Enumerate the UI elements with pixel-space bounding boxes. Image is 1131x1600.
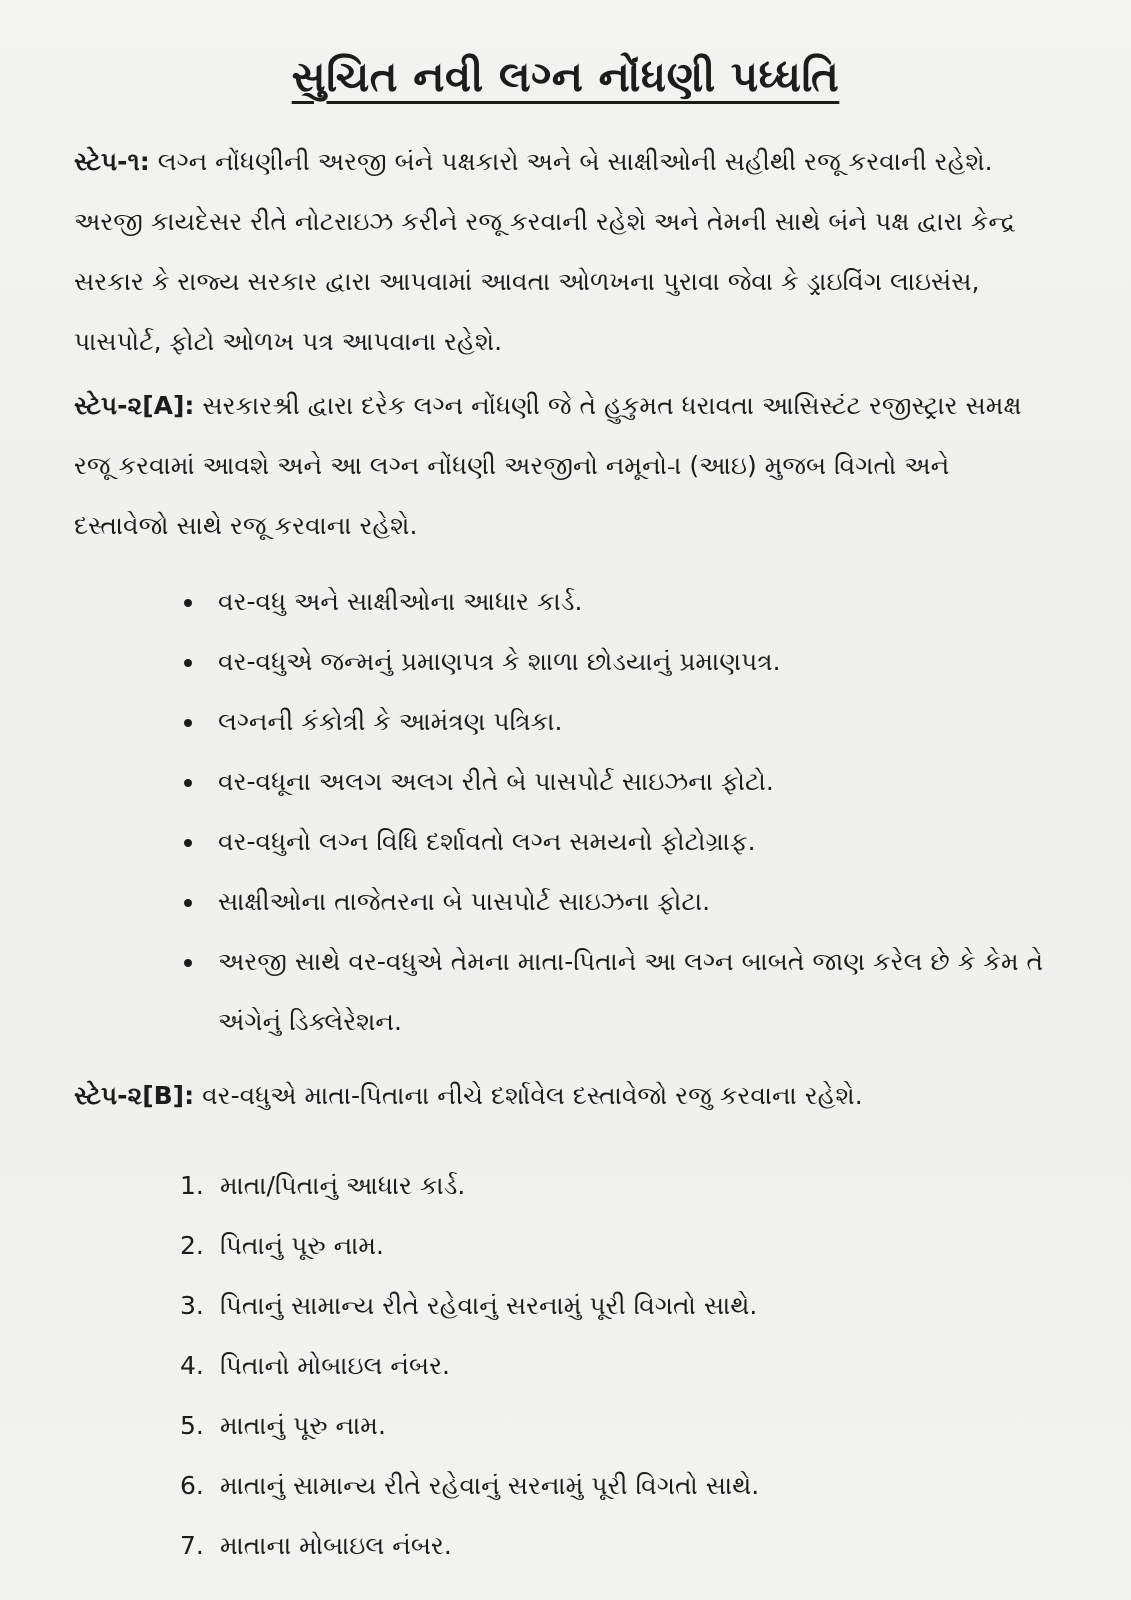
document-title: સુચિત નવી લગ્ન નોંધણી પધ્ધતિ [291, 52, 840, 101]
list-item: વર-વધુનો લગ્ન વિધિ દર્શાવતો લગ્ન સમયનો ફોટોગ્રાફ. [218, 812, 1078, 872]
list-item [180, 1336, 980, 1396]
list-item: વર-વધુએ જન્મનું પ્રમાણપત્ર કે શાળા છોડયાનું પ્રમાણપત્ર. [218, 632, 1078, 692]
list-item-text: પિતાનો મોબાઇલ નંબર. [220, 1351, 450, 1380]
step-2a-label: સ્ટેપ-૨[A]: [74, 391, 195, 420]
list-item-text: માતાનું પૂરુ નામ. [220, 1411, 386, 1440]
list-item-number: 2. [180, 1231, 204, 1260]
step-1-label: સ્ટેપ-૧: [74, 147, 150, 176]
list-item-text: પિતાનું પૂરુ નામ. [220, 1231, 384, 1260]
step-1-text: લગ્ન નોંધણીની અરજી બંને પક્ષકારો અને બે સાક્ષીઓની સહીથી રજૂ કરવાની રહેશે. અરજી કાયદેસર રીતે નોટરાઇઝ કરીને રજૂ કરવાની રહેશે અને તેમની સાથે બંને પક્ષ દ્વારા કેન્દ્ર સરકાર કે રાજ્ય સરકાર દ્વારા આપવામાં આવતા ઓળખના પુરાવા જેવા કે ડ્રાઇવિંગ લાઇસંસ, પાસપોર્ટ, ફોટો ઓળખ પત્ર આપવાના રહેશે. [74, 147, 1016, 356]
step-2b-document-list [180, 1156, 980, 1576]
list-item-number: 4. [180, 1351, 204, 1380]
step-2b-paragraph [74, 1066, 1026, 1126]
list-item: અરજી સાથે વર-વધુએ તેમના માતા-પિતાને આ લગ્ન બાબતે જાણ કરેલ છે કે કેમ તે અંગેનું ડિક્લેરેશન. [218, 932, 1078, 1052]
step-2a-document-list [168, 572, 1078, 1052]
list-item: વર-વધૂના અલગ અલગ રીતે બે પાસપોર્ટ સાઇઝના ફોટો. [218, 752, 1078, 812]
list-item-text: પિતાનું સામાન્ય રીતે રહેવાનું સરનામું પૂરી વિગતો સાથે. [220, 1291, 758, 1320]
list-item-number: 6. [180, 1471, 204, 1500]
step-2a-text: સરકારશ્રી દ્વારા દરેક લગ્ન નોંધણી જે તે હુકુમત ધરાવતા આસિસ્ટંટ રજીસ્ટ્રાર સમક્ષ રજૂ કરવામાં આવશે અને આ લગ્ન નોંધણી અરજીનો નમૂનો-ા (આઇ) મુજબ વિગતો અને દસ્તાવેજો સાથે રજૂ કરવાના રહેશે. [74, 391, 1022, 540]
list-item [180, 1396, 980, 1456]
list-item [180, 1216, 980, 1276]
list-item: વર-વધુ અને સાક્ષીઓના આધાર કાર્ડ. [218, 572, 1078, 632]
step-2b-label: સ્ટેપ-૨[B]: [74, 1081, 195, 1110]
list-item-text: માતા/પિતાનું આધાર કાર્ડ. [220, 1171, 466, 1200]
list-item [180, 1156, 980, 1216]
step-2b-text: વર-વધુએ માતા-પિતાના નીચે દર્શાવેલ દસ્તાવેજો રજુ કરવાના રહેશે. [202, 1081, 863, 1110]
list-item [180, 1456, 980, 1516]
step-2a-paragraph [74, 376, 1026, 556]
list-item-number: 7. [180, 1531, 204, 1560]
step-1-paragraph [74, 132, 1026, 372]
list-item-number: 3. [180, 1291, 204, 1320]
list-item-number: 1. [180, 1171, 204, 1200]
list-item: સાક્ષીઓના તાજેતરના બે પાસપોર્ટ સાઇઝના ફોટા. [218, 872, 1078, 932]
list-item-text: માતાનું સામાન્ય રીતે રહેવાનું સરનામું પૂરી વિગતો સાથે. [220, 1471, 760, 1500]
list-item [180, 1276, 980, 1336]
list-item-number: 5. [180, 1411, 204, 1440]
list-item: લગ્નની કંકોત્રી કે આમંત્રણ પત્રિકા. [218, 692, 1078, 752]
list-item [180, 1516, 980, 1576]
list-item-text: માતાના મોબાઇલ નંબર. [220, 1531, 452, 1560]
